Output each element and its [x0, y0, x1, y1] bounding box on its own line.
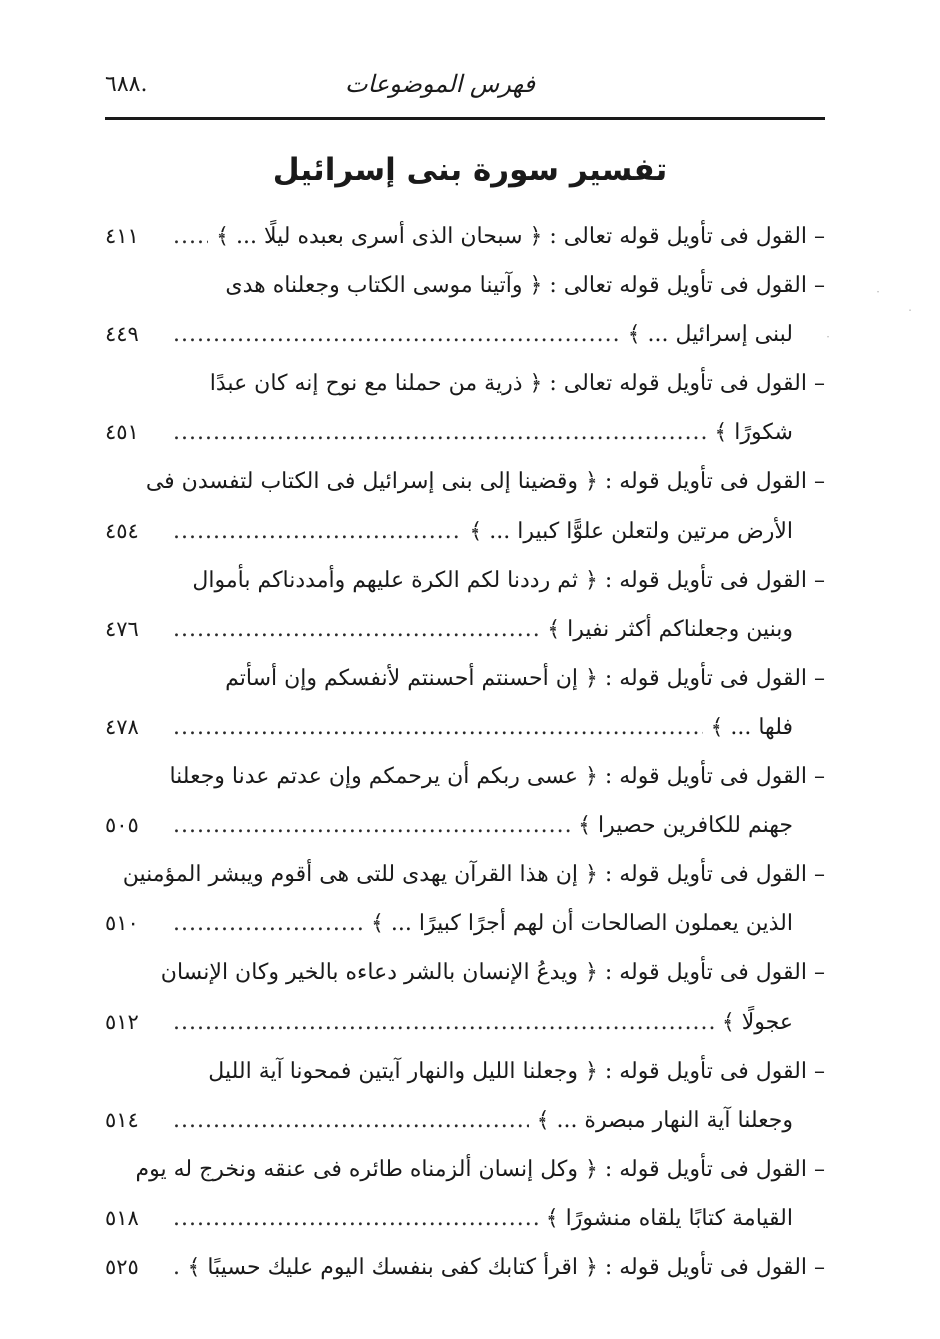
toc-entry-line [105, 1145, 825, 1194]
running-header-title: فهرس الموضوعات [345, 70, 535, 98]
dot-leader [173, 998, 714, 1047]
toc-page-number: ٤٥١ [105, 420, 139, 445]
toc-entry-line [105, 359, 825, 408]
toc-entry-text: – القول فى تأويل قوله : ﴿ إن هذا القرآن يهدى للتى هى أقوم ويبشر المؤمنين [122, 862, 825, 888]
toc-entry-line [105, 752, 825, 801]
dot-leader [173, 507, 461, 556]
toc-entry-line [105, 654, 825, 703]
toc-page-number: ٤٥٤ [105, 518, 139, 543]
toc-entry-text: – القول فى تأويل قوله : ﴿ ويدعُ الإنسان بالشر دعاءه بالخير وكان الإنسان [160, 960, 825, 986]
toc-page-number: ٤٧٨ [105, 714, 139, 739]
scan-speck: · [826, 330, 830, 344]
toc-entry-line [105, 457, 825, 506]
scan-speck: · [876, 285, 880, 299]
toc-entry-text: – القول فى تأويل قوله : ﴿ إن أحسنتم أحسنتم لأنفسكم وإن أسأتم [225, 665, 825, 691]
toc-entry-line [105, 948, 825, 997]
toc-entry-line [105, 261, 825, 310]
dot-leader [173, 1194, 538, 1243]
toc-entry-line [105, 310, 825, 359]
toc-entry-text: وبنين وجعلناكم أكثر نفيرا ﴾ [547, 616, 793, 642]
toc-entry-text: – القول فى تأويل قوله تعالى : ﴿ ذرية من حملنا مع نوح إنه كان عبدًا [209, 371, 825, 397]
toc-entry-line [105, 703, 825, 752]
toc-entry-text: عجولًا ﴾ [721, 1009, 793, 1035]
toc-entry-line [105, 408, 825, 457]
toc-page-number: ٥٢٥ [105, 1254, 139, 1279]
dot-leader [173, 605, 539, 654]
toc-entry-line [105, 556, 825, 605]
toc-page-number: ٥١٨ [105, 1205, 139, 1230]
toc-entry-line [105, 212, 825, 261]
toc-entry-text: – القول فى تأويل قوله : ﴿ وكل إنسان ألزمناه طائره فى عنقه ونخرج له يوم [135, 1156, 825, 1182]
toc-page-number: ٥٠٥ [105, 813, 139, 838]
toc-entry-text: لبنى إسرائيل ... ﴾ [627, 322, 793, 348]
page-number: .٦٨٨ [105, 72, 148, 97]
toc-entry-text: وجعلنا آية النهار مبصرة ... ﴾ [536, 1107, 793, 1133]
toc-entry-text: القيامة كتابًا يلقاه منشورًا ﴾ [545, 1205, 793, 1231]
toc-entry-line [105, 605, 825, 654]
dot-leader [173, 212, 208, 261]
dot-leader [173, 1096, 529, 1145]
toc-page-number: ٥١٢ [105, 1009, 139, 1034]
toc-entry-text: – القول فى تأويل قوله : ﴿ وقضينا إلى بنى إسرائيل فى الكتاب لتفسدن فى [145, 469, 825, 495]
toc-page-number: ٥١٤ [105, 1107, 139, 1132]
section-title: تفسير سورة بنى إسرائيل [272, 152, 668, 188]
dot-leader [173, 703, 703, 752]
toc-page-number: ٤٧٦ [105, 616, 139, 641]
toc-entry-text: الذين يعملون الصالحات أن لهم أجرًا كبيرًا ... ﴾ [371, 911, 793, 937]
running-header [105, 70, 825, 110]
toc-page-number: ٤١١ [105, 224, 139, 248]
toc-page-number: ٥١٠ [105, 911, 139, 936]
scan-speck: . [908, 300, 912, 314]
toc-entry-text: – القول فى تأويل قوله : ﴿ اقرأ كتابك كفى بنفسك اليوم عليك حسيبًا ﴾ [187, 1254, 825, 1280]
dot-leader [173, 899, 363, 948]
toc-entry-text: – القول فى تأويل قوله : ﴿ ثم رددنا لكم الكرة عليهم وأمددناكم بأموال [192, 567, 825, 593]
toc-page-number: ٤٤٩ [105, 322, 139, 347]
toc-entry-text: – القول فى تأويل قوله : ﴿ عسى ربكم أن يرحمكم وإن عدتم عدنا وجعلنا [169, 764, 825, 790]
toc-entry-line [105, 899, 825, 948]
toc-entry-text: – القول فى تأويل قوله تعالى : ﴿ سبحان الذى أسرى بعبده ليلًا ... ﴾ [216, 224, 825, 249]
table-of-contents [105, 212, 825, 1292]
toc-entry-text: – القول فى تأويل قوله : ﴿ وجعلنا الليل والنهار آيتين فمحونا آية الليل [208, 1058, 825, 1084]
toc-entry-line [105, 507, 825, 556]
dot-leader [173, 310, 620, 359]
dot-leader [173, 1243, 180, 1292]
toc-entry-text: – القول فى تأويل قوله تعالى : ﴿ وآتينا موسى الكتاب وجعلناه هدى [225, 273, 825, 299]
toc-entry-line [105, 850, 825, 899]
toc-entry-line [105, 998, 825, 1047]
toc-entry-text: الأرض مرتين ولتعلن علوًّا كبيرا ... ﴾ [469, 518, 793, 544]
toc-entry-line [105, 1194, 825, 1243]
toc-entry-line [105, 1047, 825, 1096]
toc-entry-line [105, 801, 825, 850]
dot-leader [173, 801, 570, 850]
toc-entry-text: شكورًا ﴾ [714, 420, 793, 446]
toc-entry-line [105, 1096, 825, 1145]
header-rule [105, 117, 825, 120]
toc-entry-line [105, 1243, 825, 1292]
toc-entry-text: فلها ... ﴾ [710, 714, 793, 740]
dot-leader [173, 408, 706, 457]
toc-entry-text: جهنم للكافرين حصيرا ﴾ [578, 813, 793, 839]
